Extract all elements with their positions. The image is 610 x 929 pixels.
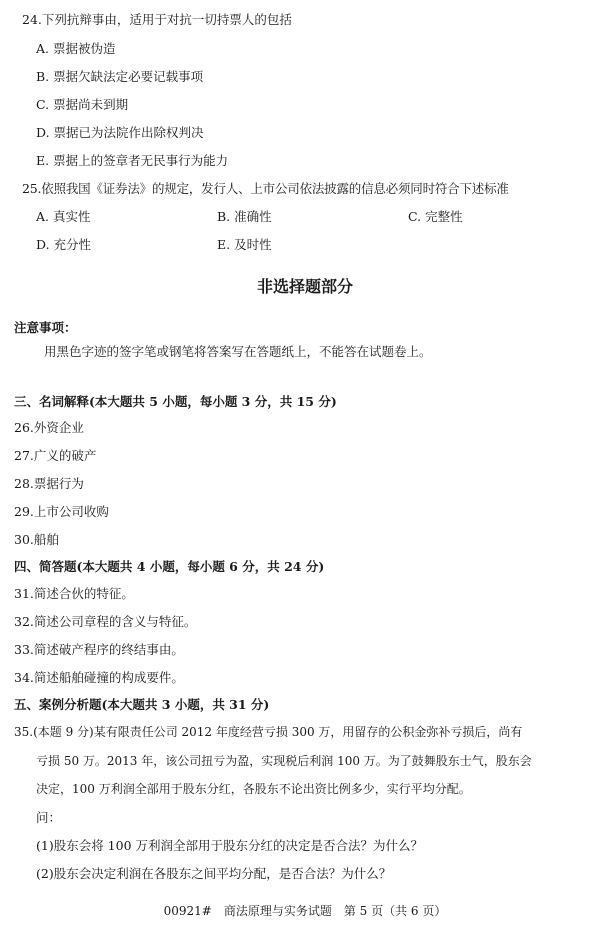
q35-line-1: 35.(本题 9 分)某有限责任公司 2012 年度经营亏损 300 万，用留存的公积金弥补亏损后，尚有 bbox=[14, 725, 523, 739]
part4-heading: 四、简答题(本大题共 4 小题，每小题 6 分，共 24 分) bbox=[14, 559, 325, 574]
q35-sub-1: (1)股东会将 100 万利润全部用于股东分红的决定是否合法？为什么？ bbox=[36, 838, 424, 853]
q35-sub-2: (2)股东会决定利润在各股东之间平均分配，是否合法？为什么？ bbox=[36, 866, 392, 881]
q25-option-b: B. 准确性 bbox=[217, 209, 272, 224]
q24-stem: 24.下列抗辩事由，适用于对抗一切持票人的包括 bbox=[22, 12, 292, 27]
part5-heading: 五、案例分析题(本大题共 3 小题，共 31 分) bbox=[14, 697, 270, 712]
q26: 26.外资企业 bbox=[14, 420, 84, 435]
q24-option-b: B. 票据欠缺法定必要记载事项 bbox=[36, 69, 204, 84]
q30: 30.船舶 bbox=[14, 532, 59, 547]
q25-stem: 25.依照我国《证券法》的规定，发行人、上市公司依法披露的信息必须同时符合下述标准 bbox=[22, 181, 509, 196]
q25-option-c: C. 完整性 bbox=[408, 209, 463, 224]
q27: 27.广义的破产 bbox=[14, 448, 97, 463]
part3-heading: 三、名词解释(本大题共 5 小题，每小题 3 分，共 15 分) bbox=[14, 394, 337, 409]
q25-option-d: D. 充分性 bbox=[36, 237, 92, 252]
q33: 33.简述破产程序的终结事由。 bbox=[14, 642, 184, 657]
q35-line-3: 决定，100 万利润全部用于股东分红，各股东不论出资比例多少，实行平均分配。 bbox=[36, 782, 471, 796]
q29: 29.上市公司收购 bbox=[14, 504, 109, 519]
q28: 28.票据行为 bbox=[14, 476, 84, 491]
q24-option-d: D. 票据已为法院作出除权判决 bbox=[36, 125, 204, 140]
notice-text: 用黑色字迹的签字笔或钢笔将答案写在答题纸上，不能答在试题卷上。 bbox=[44, 344, 432, 359]
q31: 31.简述合伙的特征。 bbox=[14, 586, 134, 601]
q35-line-2: 亏损 50 万。2013 年，该公司扭亏为盈，实现税后利润 100 万。为了鼓舞股东士气，股东会 bbox=[36, 754, 532, 768]
q32: 32.简述公司章程的含义与特征。 bbox=[14, 614, 197, 629]
q34: 34.简述船舶碰撞的构成要件。 bbox=[14, 670, 184, 685]
q24-option-e: E. 票据上的签章者无民事行为能力 bbox=[36, 153, 229, 168]
q25-option-a: A. 真实性 bbox=[36, 209, 91, 224]
q24-option-a: A. 票据被伪造 bbox=[36, 41, 116, 56]
page-footer: 00921# 商法原理与实务试题 第 5 页（共 6 页） bbox=[163, 904, 447, 918]
section-title: 非选择题部分 bbox=[256, 277, 353, 296]
q35-ask: 问： bbox=[36, 810, 62, 825]
q25-option-e: E. 及时性 bbox=[217, 237, 272, 252]
q24-option-c: C. 票据尚未到期 bbox=[36, 97, 129, 112]
notice-heading: 注意事项： bbox=[14, 320, 77, 335]
